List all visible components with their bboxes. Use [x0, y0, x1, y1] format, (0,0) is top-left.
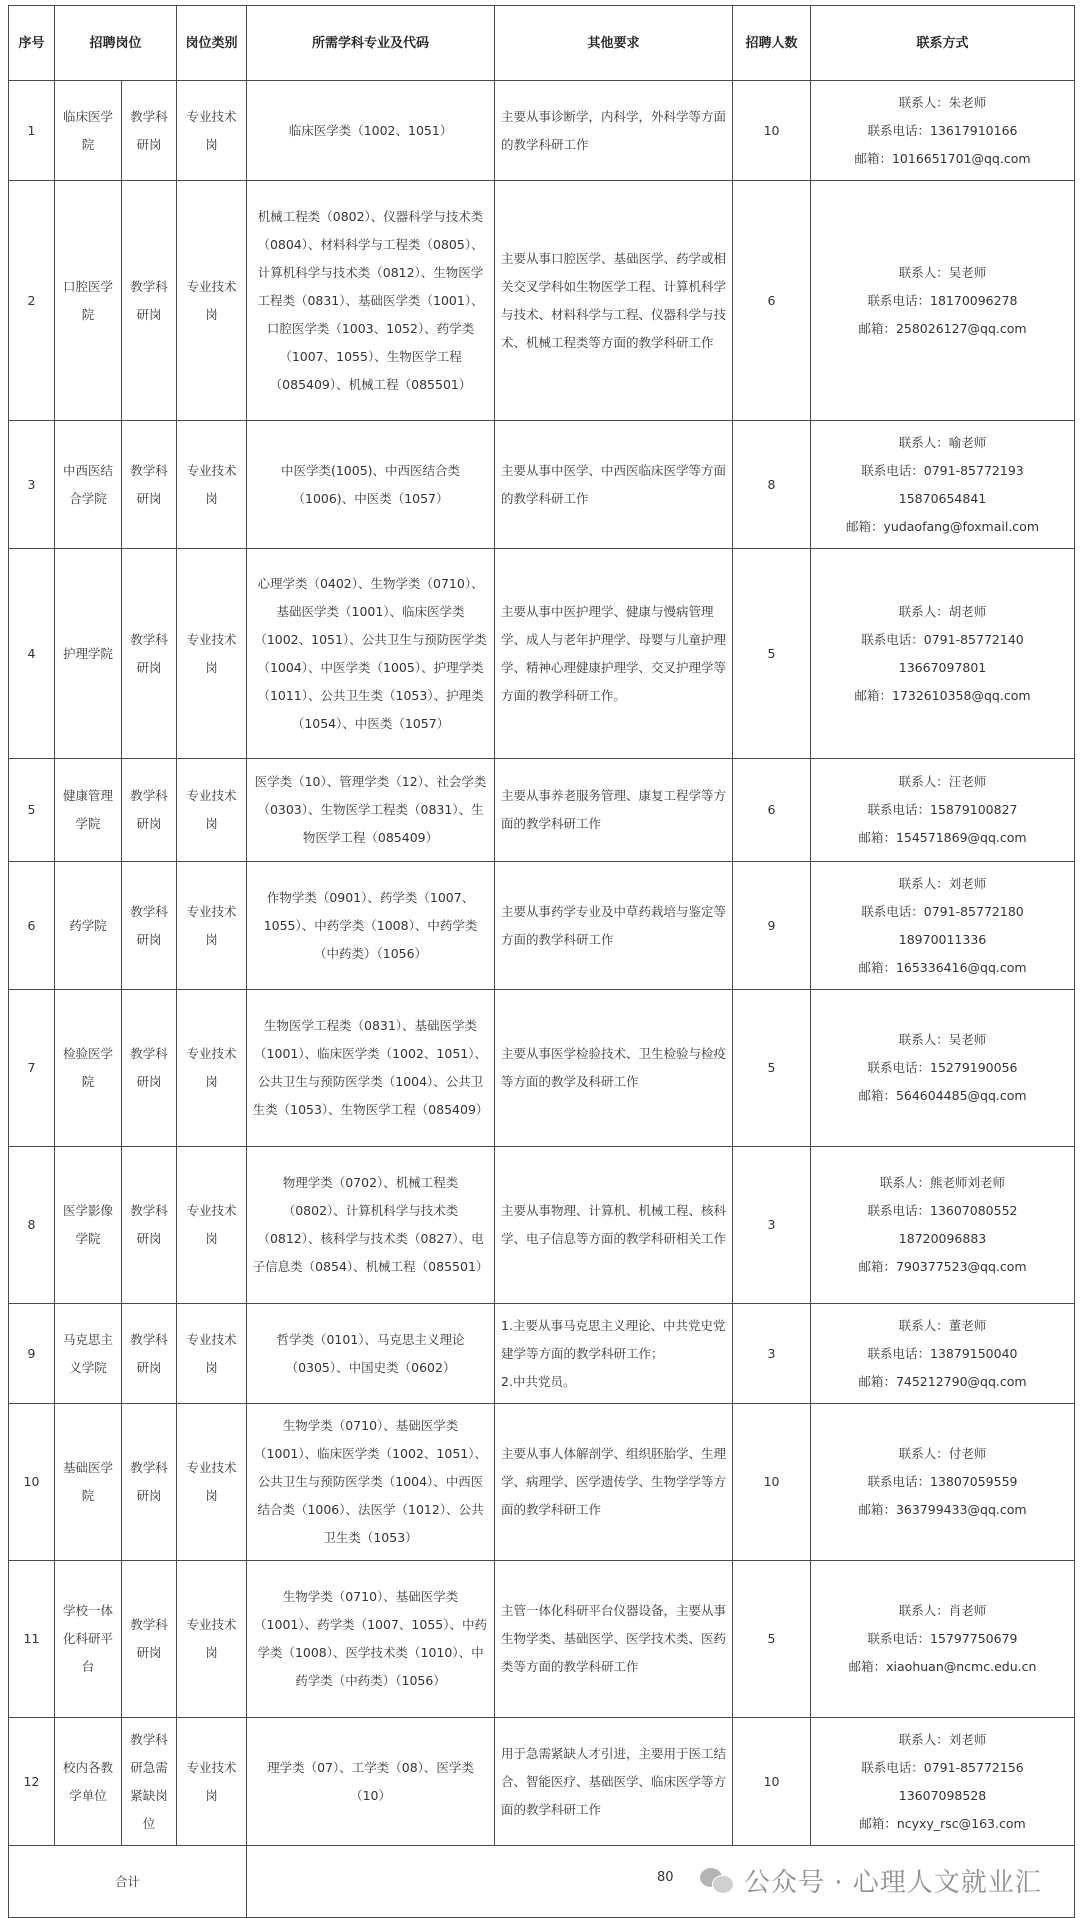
other-requirements: 主要从事养老服务管理、康复工程学等方面的教学科研工作: [495, 759, 733, 862]
unit-name: 口腔医学院: [55, 181, 122, 421]
table-row: [9, 862, 1075, 990]
contact-line: 邮箱：yudaofang@foxmail.com: [846, 518, 1040, 534]
unit-name: 基础医学院: [55, 1404, 122, 1561]
unit-name: 临床医学院: [55, 81, 122, 181]
required-majors: 哲学类（0101）、马克思主义理论（0305）、中国史类（0602）: [247, 1304, 495, 1404]
post-name: 教学科研岗: [122, 1147, 177, 1304]
post-name: 教学科研岗: [122, 1561, 177, 1718]
post-category: 专业技术岗: [177, 81, 247, 181]
total-count: 80: [657, 1870, 674, 1885]
post-category: 专业技术岗: [177, 990, 247, 1147]
required-majors: 中医学类(1005)、中西医结合类（1006)、中医类（1057）: [247, 421, 495, 549]
table-row: [9, 421, 1075, 549]
contact-line: 邮箱：ncyxy_rsc@163.com: [859, 1815, 1026, 1831]
required-majors: 作物学类（0901）、药学类（1007、1055）、中药学类（1008）、中药学类（中药类）（1056）: [247, 862, 495, 990]
post-name: 教学科研岗: [122, 421, 177, 549]
post-category: 专业技术岗: [177, 759, 247, 862]
contact-info: [811, 1404, 1075, 1561]
hire-count: 8: [733, 421, 811, 549]
contact-line: 邮箱：564604485@qq.com: [858, 1088, 1027, 1103]
hire-count: 10: [733, 1718, 811, 1846]
contact-info: [811, 1304, 1075, 1404]
post-name: 教学科研岗: [122, 862, 177, 990]
hire-count: 3: [733, 1304, 811, 1404]
table-row: [9, 1561, 1075, 1718]
other-requirements: 主要从事医学检验技术、卫生检验与检疫等方面的教学及科研工作: [495, 990, 733, 1147]
contact-line: 邮箱：1732610358@qq.com: [854, 687, 1031, 703]
contact-line: 联系人：胡老师: [898, 603, 987, 619]
contact-line: 邮箱：363799433@qq.com: [858, 1502, 1027, 1517]
unit-name: 健康管理学院: [55, 759, 122, 862]
contact-line: 联系电话：13879150040: [867, 1345, 1018, 1361]
contact-line: 联系人：喻老师: [898, 434, 987, 450]
header-no: 序号: [9, 6, 55, 81]
contact-line: 邮箱：258026127@qq.com: [858, 320, 1027, 336]
contact-line: 联系电话：0791-85772156: [861, 1759, 1024, 1775]
other-requirements: 主要从事药学专业及中草药栽培与鉴定等方面的教学科研工作: [495, 862, 733, 990]
row-number: 12: [9, 1718, 55, 1846]
header-row: [9, 6, 1075, 81]
required-majors: 理学类（07）、工学类（08）、医学类（10）: [247, 1718, 495, 1846]
contact-line: 邮箱：xiaohuan@ncmc.edu.cn: [848, 1659, 1037, 1674]
contact-line: 联系电话：15879100827: [867, 802, 1018, 817]
table-row: [9, 759, 1075, 862]
required-majors: 机械工程类（0802）、仪器科学与技术类（0804）、材料科学与工程类（0805）、计算机科学与技术类（0812）、生物医学工程类（0831）、基础医学类（1001）、口腔医学类（1003、1052）、药学类（1007、1055）、生物医学工程（085409）、机械工程（085501）: [247, 181, 495, 421]
required-majors: 生物医学工程类（0831）、基础医学类（1001）、临床医学类（1002、1051）、公共卫生与预防医学类（1004）、公共卫生类（1053）、生物医学工程（085409）: [247, 990, 495, 1147]
contact-line: 联系人：吴老师: [898, 1032, 987, 1047]
contact-line: 联系人：汪老师: [898, 774, 987, 789]
contact-line: 邮箱：745212790@qq.com: [858, 1373, 1027, 1389]
contact-line: 联系人：董老师: [898, 1317, 987, 1333]
post-category: 专业技术岗: [177, 181, 247, 421]
contact-line: 联系电话：13607080552: [867, 1203, 1018, 1218]
contact-line: 联系人：吴老师: [898, 264, 987, 280]
row-number: 10: [9, 1404, 55, 1561]
contact-line: 联系人：刘老师: [898, 875, 987, 891]
contact-line: 联系电话：0791-85772193: [861, 462, 1024, 478]
hire-count: 6: [733, 181, 811, 421]
contact-line: 联系人：熊老师刘老师: [880, 1175, 1006, 1190]
contact-info: [811, 990, 1075, 1147]
unit-name: 药学院: [55, 862, 122, 990]
contact-line: 联系电话：13807059559: [867, 1474, 1018, 1489]
required-majors: 医学类（10）、管理学类（12）、社会学类（0303）、生物医学工程类（0831）、生物医学工程（085409）: [247, 759, 495, 862]
required-majors: 临床医学类（1002、1051）: [247, 81, 495, 181]
contact-line: 邮箱：1016651701@qq.com: [854, 150, 1031, 166]
contact-line: 联系人：付老师: [898, 1446, 987, 1461]
total-label: 合计: [9, 1846, 247, 1918]
contact-line: 邮箱：154571869@qq.com: [858, 830, 1027, 845]
post-category: 专业技术岗: [177, 1147, 247, 1304]
contact-line: 18970011336: [898, 931, 987, 947]
required-majors: 生物学类（0710）、基础医学类（1001）、临床医学类（1002、1051）、公共卫生与预防医学类（1004）、中西医结合类（1006）、法医学（1012）、公共卫生类（1053）: [247, 1404, 495, 1561]
contact-info: [811, 181, 1075, 421]
hire-count: 6: [733, 759, 811, 862]
hire-count: 5: [733, 549, 811, 759]
post-name: 教学科研岗: [122, 1404, 177, 1561]
header-majors: 所需学科专业及代码: [247, 6, 495, 81]
required-majors: 心理学类（0402）、生物学类（0710）、基础医学类（1001）、临床医学类（1002、1051）、公共卫生与预防医学类（1004）、中医学类（1005）、护理学类（1011）、公共卫生类（1053）、护理类（1054）、中医类（1057）: [247, 549, 495, 759]
row-number: 8: [9, 1147, 55, 1304]
post-name: 教学科研岗: [122, 549, 177, 759]
required-majors: 生物学类（0710）、基础医学类（1001）、药学类（1007、1055）、中药学类（1008）、医学技术类（1010）、中药学类（中药类）（1056）: [247, 1561, 495, 1718]
hire-count: 5: [733, 990, 811, 1147]
table-row: [9, 1718, 1075, 1846]
row-number: 3: [9, 421, 55, 549]
table-row: [9, 1147, 1075, 1304]
row-number: 7: [9, 990, 55, 1147]
contact-info: [811, 549, 1075, 759]
unit-name: 医学影像学院: [55, 1147, 122, 1304]
hire-count: 3: [733, 1147, 811, 1304]
required-majors: 物理学类（0702）、机械工程类（0802）、计算机科学与技术类（0812）、核科学与技术类（0827）、电子信息类（0854）、机械工程（085501）: [247, 1147, 495, 1304]
contact-info: [811, 1147, 1075, 1304]
table-row: [9, 549, 1075, 759]
contact-line: 联系电话：0791-85772140: [861, 631, 1024, 647]
post-category: 专业技术岗: [177, 1718, 247, 1846]
contact-line: 联系人：刘老师: [898, 1731, 987, 1747]
row-number: 11: [9, 1561, 55, 1718]
total-row: [9, 1846, 1075, 1918]
contact-line: 联系电话：0791-85772180: [861, 903, 1024, 919]
contact-line: 联系电话：13617910166: [867, 122, 1018, 138]
unit-name: 校内各教学单位: [55, 1718, 122, 1846]
post-category: 专业技术岗: [177, 1304, 247, 1404]
post-name: 教学科研岗: [122, 81, 177, 181]
hire-count: 10: [733, 1404, 811, 1561]
contact-line: 联系人：朱老师: [898, 94, 987, 110]
recruitment-table: [8, 5, 1075, 1918]
watermark-text: 公众号 · 心理人文就业汇: [744, 1867, 1042, 1898]
header-contact: 联系方式: [811, 6, 1075, 81]
row-number: 1: [9, 81, 55, 181]
unit-name: 中西医结合学院: [55, 421, 122, 549]
contact-line: 联系电话：18170096278: [867, 292, 1018, 308]
contact-line: 15870654841: [898, 490, 987, 506]
other-requirements: 主要从事人体解剖学、组织胚胎学、生理学、病理学、医学遗传学、生物学学等方面的教学科研工作: [495, 1404, 733, 1561]
contact-line: 18720096883: [898, 1231, 987, 1246]
row-number: 9: [9, 1304, 55, 1404]
hire-count: 9: [733, 862, 811, 990]
post-category: 专业技术岗: [177, 421, 247, 549]
unit-name: 护理学院: [55, 549, 122, 759]
post-category: 专业技术岗: [177, 549, 247, 759]
contact-line: 邮箱：790377523@qq.com: [858, 1259, 1027, 1274]
row-number: 6: [9, 862, 55, 990]
row-number: 4: [9, 549, 55, 759]
contact-info: [811, 1561, 1075, 1718]
post-name: 教学科研岗: [122, 759, 177, 862]
other-requirements: 1.主要从事马克思主义理论、中共党史党建学等方面的教学科研工作； 2.中共党员。: [495, 1304, 733, 1404]
contact-line: 联系人：肖老师: [898, 1603, 987, 1618]
contact-info: [811, 421, 1075, 549]
post-category: 专业技术岗: [177, 862, 247, 990]
unit-name: 马克思主义学院: [55, 1304, 122, 1404]
table-row: [9, 181, 1075, 421]
contact-line: 13607098528: [898, 1787, 987, 1803]
table-row: [9, 1304, 1075, 1404]
unit-name: 检验医学院: [55, 990, 122, 1147]
post-category: 专业技术岗: [177, 1404, 247, 1561]
header-category: 岗位类别: [177, 6, 247, 81]
other-requirements: 主要从事中医学、中西医临床医学等方面的教学科研工作: [495, 421, 733, 549]
row-number: 2: [9, 181, 55, 421]
contact-line: 联系电话：15797750679: [867, 1631, 1018, 1646]
post-name: 教学科研岗: [122, 181, 177, 421]
row-number: 5: [9, 759, 55, 862]
contact-info: [811, 81, 1075, 181]
header-count: 招聘人数: [733, 6, 811, 81]
table-row: [9, 81, 1075, 181]
other-requirements: 主要从事口腔医学、基础医学、药学或相关交叉学科如生物医学工程、计算机科学与技术、材料科学与工程、仪器科学与技术、机械工程类等方面的教学科研工作: [495, 181, 733, 421]
unit-name: 学校一体化科研平台: [55, 1561, 122, 1718]
header-post: 招聘岗位: [55, 6, 177, 81]
contact-info: [811, 759, 1075, 862]
contact-info: [811, 862, 1075, 990]
contact-line: 联系电话：15279190056: [867, 1060, 1018, 1075]
contact-line: 邮箱：165336416@qq.com: [858, 959, 1027, 975]
header-requirements: 其他要求: [495, 6, 733, 81]
other-requirements: 主要从事诊断学，内科学，外科学等方面的教学科研工作: [495, 81, 733, 181]
other-requirements: 用于急需紧缺人才引进，主要用于医工结合、智能医疗、基础医学、临床医学等方面的教学科研工作: [495, 1718, 733, 1846]
contact-info: [811, 1718, 1075, 1846]
hire-count: 10: [733, 81, 811, 181]
post-name: 教学科研急需紧缺岗位: [122, 1718, 177, 1846]
other-requirements: 主要从事物理、计算机、机械工程、核科学、电子信息等方面的教学科研相关工作: [495, 1147, 733, 1304]
table-row: [9, 990, 1075, 1147]
table-row: [9, 1404, 1075, 1561]
hire-count: 5: [733, 1561, 811, 1718]
other-requirements: 主要从事中医护理学、健康与慢病管理学、成人与老年护理学、母婴与儿童护理学、精神心理健康护理学、交叉护理学等方面的教学科研工作。: [495, 549, 733, 759]
other-requirements: 主管一体化科研平台仪器设备，主要从事生物学类、基础医学、医学技术类、医药类等方面的教学科研工作: [495, 1561, 733, 1718]
post-name: 教学科研岗: [122, 1304, 177, 1404]
contact-line: 13667097801: [898, 659, 987, 675]
post-name: 教学科研岗: [122, 990, 177, 1147]
post-category: 专业技术岗: [177, 1561, 247, 1718]
